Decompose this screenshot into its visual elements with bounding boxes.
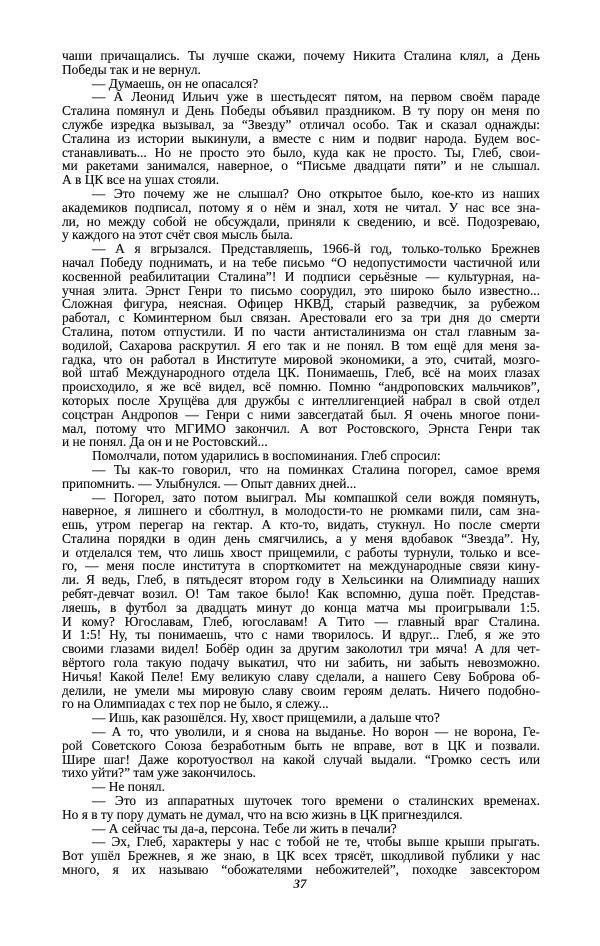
text-line: го на Олимпиадах с тех пор не было, я слежу... — [62, 696, 329, 712]
text-line: начал Победу поднимать, и на тебе письмо “О недопустимости частичной или — [62, 254, 540, 270]
text-line: ляешь, в футбол за двадцать минут до конца матча мы проигрывали 1:5. — [62, 599, 540, 615]
text-line: и не понял. Да он и не Ростовский... — [62, 434, 268, 450]
paragraph — [62, 725, 540, 780]
text-line: делили, не умели мы мировую славу своим героям делать. Ничего подобно- — [62, 682, 540, 698]
text-line: Победы так и не вернул. — [62, 61, 201, 77]
paragraph — [62, 491, 540, 712]
text-line: мал, потому что МГИМО закончил. А вот Ростовского, Эрнста Генри так — [62, 420, 540, 436]
text-line: Ничья! Какой Пеле! Ему великую славу сделали, а нашего Севу Боброва об- — [62, 668, 540, 684]
text-line: — Думаешь, он не опасался? — [92, 75, 259, 91]
text-line: — Эх, Глеб, характеры у нас с тобой не те, чтобы выше крыши прыгать. — [92, 834, 540, 850]
text-line: Вот ушёл Брежнев, я же знаю, в ЦК всех трясёт, шкодливой публики у нас — [62, 848, 540, 864]
text-line: ребят-девчат возил. О! Там такое было! Как вспомню, душа поёт. Представ- — [62, 586, 540, 602]
text-line: Но я в ту пору думать не думал, что на всю жизнь в ЦК пригнездился. — [62, 806, 463, 822]
text-line: — Это из аппаратных шуточек того времени о сталинских временах. — [92, 793, 540, 809]
text-line: ми ракетами занимался, наверное, о “Письме двадцати пяти” и не слышал. — [62, 158, 540, 174]
text-line: рой Советского Союза безработным быть не вправе, вот в ЦК и позвали. — [62, 737, 540, 753]
text-line: станавливать... Но не просто это было, куда как не просто. Ты, Глеб, свои- — [62, 144, 540, 160]
text-line: Шире шаг! Даже коротуоствол на какой случай выдали. “Громко сесть или — [62, 751, 540, 767]
paragraph — [62, 794, 540, 822]
text-line: соцстран Андропов — Генри с ними завсегдатай был. Я очень многое пони- — [62, 406, 540, 422]
text-line: — Это почему же не слышал? Оно открытое было, кое-кто из наших — [92, 185, 540, 201]
text-line: службе изредка вызывал, за “Звезду” отличал особо. Так и сказал однажды: — [62, 116, 540, 132]
paragraph — [62, 77, 540, 91]
text-line: Помолчали, потом ударились в воспоминания. Глеб спросил: — [92, 448, 441, 464]
text-line: ли, но между собой не обсуждали, приняли к сведению, и всё. Подозреваю, — [62, 213, 540, 229]
text-line: — Ты как-то говорил, что на поминках Сталина погорел, самое время — [92, 461, 540, 477]
text-line: — А Леонид Ильич уже в шестьдесят пятом, на первом своём параде — [92, 89, 540, 105]
text-line: И кому? Югославам, Глеб, югославам! А Тито — главный враг Сталина. — [62, 613, 540, 629]
text-line: ли. Я ведь, Глеб, в пятьдесят втором году в Хельсинки на Олимпиаду наших — [62, 572, 540, 588]
paragraph — [62, 90, 540, 187]
paragraph — [62, 780, 540, 794]
text-line: работал, с Коминтерном был связан. Арестовали его за три дня до смерти — [62, 310, 540, 326]
text-line: академиков подписал, потому я о нём и знал, хотя не читал. У нас все зна- — [62, 199, 540, 215]
paragraph — [62, 711, 540, 725]
text-line: учная элита. Эрнст Генри то письмо соорудил, это широко было известно... — [62, 282, 540, 298]
paragraph — [62, 242, 540, 449]
text-line: — Ишь, как разошёлся. Ну, хвост прищемили, а дальше что? — [92, 710, 440, 726]
text-line: наверное, я лишнего и сболтнул, в молодости-то не рюмками пили, сам зна- — [62, 503, 540, 519]
text-line: своими глазами видел! Бобёр один за другим заколотил три мяча! А для чет- — [62, 641, 540, 657]
text-line: вой штаб Международного отдела ЦК. Понимаешь, Глеб, всё на моих глазах — [62, 365, 540, 381]
text-line: — Погорел, зато потом выиграл. Мы компашкой сели вождя помянуть, — [92, 489, 540, 505]
page-number: 37 — [293, 876, 307, 891]
text-line: тихо уйти?” там уже закончилось. — [62, 765, 256, 781]
text-line: Сталина помянул и День Победы объявил праздником. В ту пору он меня по — [62, 103, 540, 119]
paragraph — [62, 49, 540, 77]
text-line: И 1:5! Ну, ты понимаешь, что с нами творилось. И вдруг... Глеб, я же это — [62, 627, 540, 643]
text-line: чаши причащались. Ты лучше скажи, почему Никита Сталина клял, а День — [62, 48, 540, 63]
text-line: вёртого гола такую подачу выкатил, что ни забить, ни забыть невозможно. — [62, 655, 540, 671]
text-line: происходило, я же всё видел, всё помню. Помню “андроповских мальчиков”, — [62, 379, 540, 395]
paragraph — [62, 463, 540, 491]
paragraph — [62, 187, 540, 242]
text-line: го, — меня после института в спорткомитет на международные связи кину- — [62, 558, 540, 574]
text-line: Сталина из истории выкинули, а вместе с ним и подвиг народа. Будем вос- — [62, 130, 540, 146]
paragraph — [62, 449, 540, 463]
text-line: — А я вгрызался. Представляешь, 1966-й год, только-только Брежнев — [92, 241, 540, 257]
paragraph — [62, 835, 540, 876]
text-line: у каждого на этот счёт своя мысль была. — [62, 227, 293, 243]
text-line: ешь, утром перегар на гектар. А кто-то, видать, стукнул. Но после смерти — [62, 517, 540, 533]
text-line: А в ЦК все на ушах стояли. — [62, 172, 220, 188]
page-body-text — [62, 49, 540, 877]
text-line: косвенной реабилитации Сталина”! И подписи серьёзные — культурная, на- — [62, 268, 540, 284]
text-line: — А сейчас ты да-а, персона. Тебе ли жить в печали? — [92, 820, 397, 836]
paragraph — [62, 822, 540, 836]
text-line: Сталина порядки в один день смягчились, а у меня вдобавок “Звезда”. Ну, — [62, 530, 540, 546]
text-line: — А то, что уволили, и я снова на выданье. Но ворон — не ворона, Ге- — [92, 724, 540, 740]
text-line: и отделался тем, что лишь хвост прищемили, с работы турнули, только и все- — [62, 544, 540, 560]
text-line: гадка, что он работал в Институте мировой экономики, а это, считай, мозго- — [62, 351, 540, 367]
text-line: Сложная фигура, неясная. Офицер НКВД, старый разведчик, за рубежом — [62, 296, 540, 312]
text-line: Сталина, потом отпустили. И по части антисталинизма он стал главным за- — [62, 323, 540, 339]
text-line: припомнить. — Улыбнулся. — Опыт давних дней... — [62, 475, 357, 491]
text-line: — Не понял. — [92, 779, 165, 795]
text-line: водилой, Сахарова раскрутил. Я его так и не понял. В том ещё для меня за- — [62, 337, 540, 353]
text-line: много, я их называю “обожателями небожителей”, походке завсектором — [62, 862, 540, 878]
text-line: которых после Хрущёва для дружбы с интеллигенцией набрал в свой отдел — [62, 392, 540, 408]
